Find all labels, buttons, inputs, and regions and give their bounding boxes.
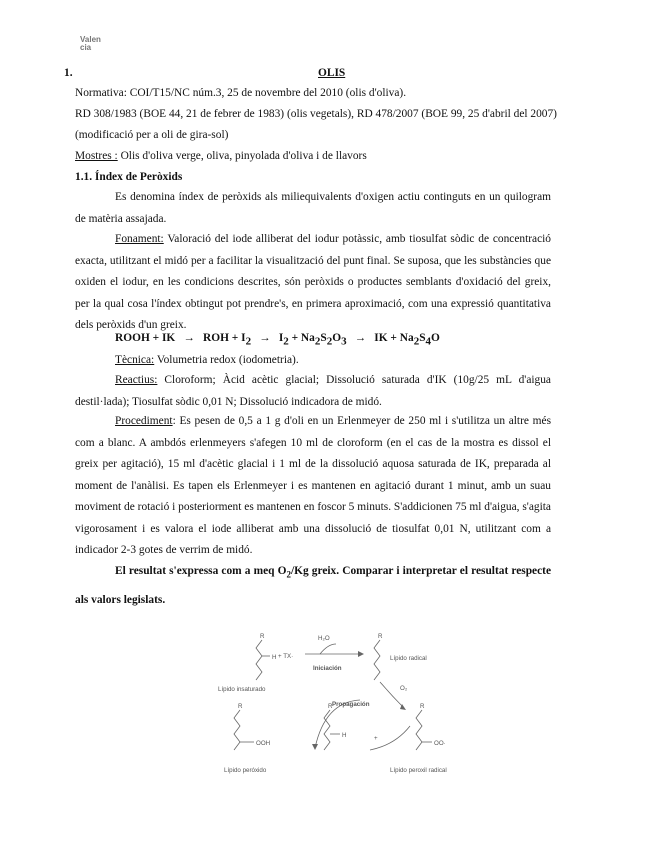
reactius-text: Cloroform; Àcid acètic glacial; Dissolució saturada d'IK (10g/25 mL d'aigua destil·lada); Tiosulfat sòdic 0,01 N; Dissolució indicadora de midó.	[75, 374, 551, 408]
eq-final: IK + $Na_2S_4O$	[374, 332, 440, 348]
procediment-label: Procediment	[115, 415, 173, 427]
section-number: 1.	[64, 67, 73, 79]
eq-mid: ROH + $I_2$	[203, 332, 252, 348]
fonament-text: Valoració del iode alliberat del iodur potàssic, amb tiosulfat sòdic de concentració exacta, utilitzant el midó per a facilitar la visualització del punt final. Se suposa, que les substàncies que oxiden el iodur, en les condicions descrites, són peròxids o productes semblants d'oxidació del greix, per la qual cosa l'índex obtingut pot prendre's, en primera aproximació, com una expressió quantitativa dels peròxids d'un greix.	[75, 233, 551, 331]
diagram-ooh: OOH	[256, 740, 271, 747]
rd-line-2: (modificació per a oli de gira-sol)	[75, 129, 229, 141]
diagram-r-2: R	[378, 633, 383, 640]
procediment-paragraph	[75, 411, 551, 562]
diagram-r-1: R	[260, 633, 265, 640]
chain-unsaturated	[256, 640, 262, 680]
mostres-text: Olis d'oliva verge, oliva, pinyolada d'oliva i de llavors	[117, 150, 367, 162]
diagram-lipido-peroxil: Lípido peroxil radical	[390, 767, 447, 774]
fonament-label: Fonament:	[115, 233, 164, 245]
reactius-label: Reactius:	[115, 374, 158, 386]
mostres-line	[75, 149, 367, 163]
diagram-lipido-insaturado: Lípido insaturado	[218, 686, 266, 693]
diagram-plus: +	[374, 735, 378, 742]
subsection-title: 1.1. Índex de Peròxids	[75, 171, 183, 183]
section-title: OLIS	[318, 67, 346, 79]
mostres-label: Mostres :	[75, 150, 118, 162]
normativa-line: Normativa: COI/T15/NC núm.3, 25 de novembre del 2010 (olis d'oliva).	[75, 87, 407, 99]
diagram-oo: OO·	[434, 740, 446, 747]
diagram-iniciacion: Iniciación	[313, 665, 342, 672]
tecnica-label: Tècnica:	[115, 354, 155, 366]
diagram-propagacion: Propagación	[332, 701, 370, 708]
eq-arrow-3: →	[354, 332, 367, 344]
diagram-h2o: H₂O	[318, 635, 330, 642]
intro-paragraph: Es denomina índex de peròxids als miliequivalents d'oxigen actiu continguts en un quilogram de matèria assajada.	[75, 191, 551, 225]
reactius-paragraph	[75, 370, 551, 413]
diagram-tx: + TX·	[278, 653, 294, 660]
logo-line1: Valen	[80, 35, 101, 44]
institution-logo	[80, 36, 101, 52]
diagram-o2: O₂	[400, 685, 408, 692]
diagram-r-5: R	[420, 703, 425, 710]
result-statement: El resultat s'expressa com a meq $O_2/Kg$ greix. Comparar i interpretar el resultat respecte als valors legislats.	[75, 565, 552, 607]
diagram-lipido-radical: Lípido radical	[390, 655, 427, 662]
lipid-peroxidation-diagram	[210, 630, 460, 778]
reaction-equation	[115, 332, 440, 347]
procediment-text: : Es pesen de 0,5 a 1 g d'oli en un Erlenmeyer de 250 ml i s'utilitza un altre més com a blanc. A ambdós erlenmeyers s'afegen 10 ml de cloroform (en el cas de la mostra es dissol el greix per agitació), 15 ml d'acètic glacial i 1 ml de la dissolució aquosa saturada de IK, preparada al moment de l'anàlisi. Es tapen els Erlenmeyer i es mantenen en agitació durant 1 minut, amb un suau moviment de rotació i posteriorment es mantenen en foscor 5 minuts. S'addicionen 75 ml d'aigua, s'agita vigorosament i es valora el iode alliberat amb una dissolució de tiosulfat 0,01 N, utilitzant com a indicador 2-3 gotes de verrim de midó.	[75, 415, 551, 556]
chain-peroxide	[234, 710, 240, 750]
diagram-lipido-peroxido: Lípido peróxido	[224, 767, 267, 774]
rd-line-1: RD 308/1983 (BOE 44, 21 de febrer de 1983) (olis vegetals), RD 478/2007 (BOE 99, 25 d'abril del 2007)	[75, 108, 557, 120]
chain-peroxil	[416, 710, 422, 750]
diagram-r-3: R	[238, 703, 243, 710]
eq-arrow-1: →	[183, 332, 195, 344]
chain-radical	[374, 640, 380, 680]
eq-left: ROOH + IK	[115, 332, 176, 344]
eq-right: $I_2 + Na_2S_2O_3$	[278, 332, 347, 348]
fonament-paragraph	[75, 229, 551, 337]
diagram-h-2: H	[342, 732, 347, 739]
logo-line2: cia	[80, 43, 92, 52]
diagram-r-4: R	[328, 703, 333, 710]
tecnica-line	[115, 353, 299, 367]
eq-arrow-2: →	[259, 332, 271, 344]
tecnica-text: Volumetria redox (iodometria).	[154, 354, 299, 366]
diagram-h-1: H	[272, 654, 277, 661]
